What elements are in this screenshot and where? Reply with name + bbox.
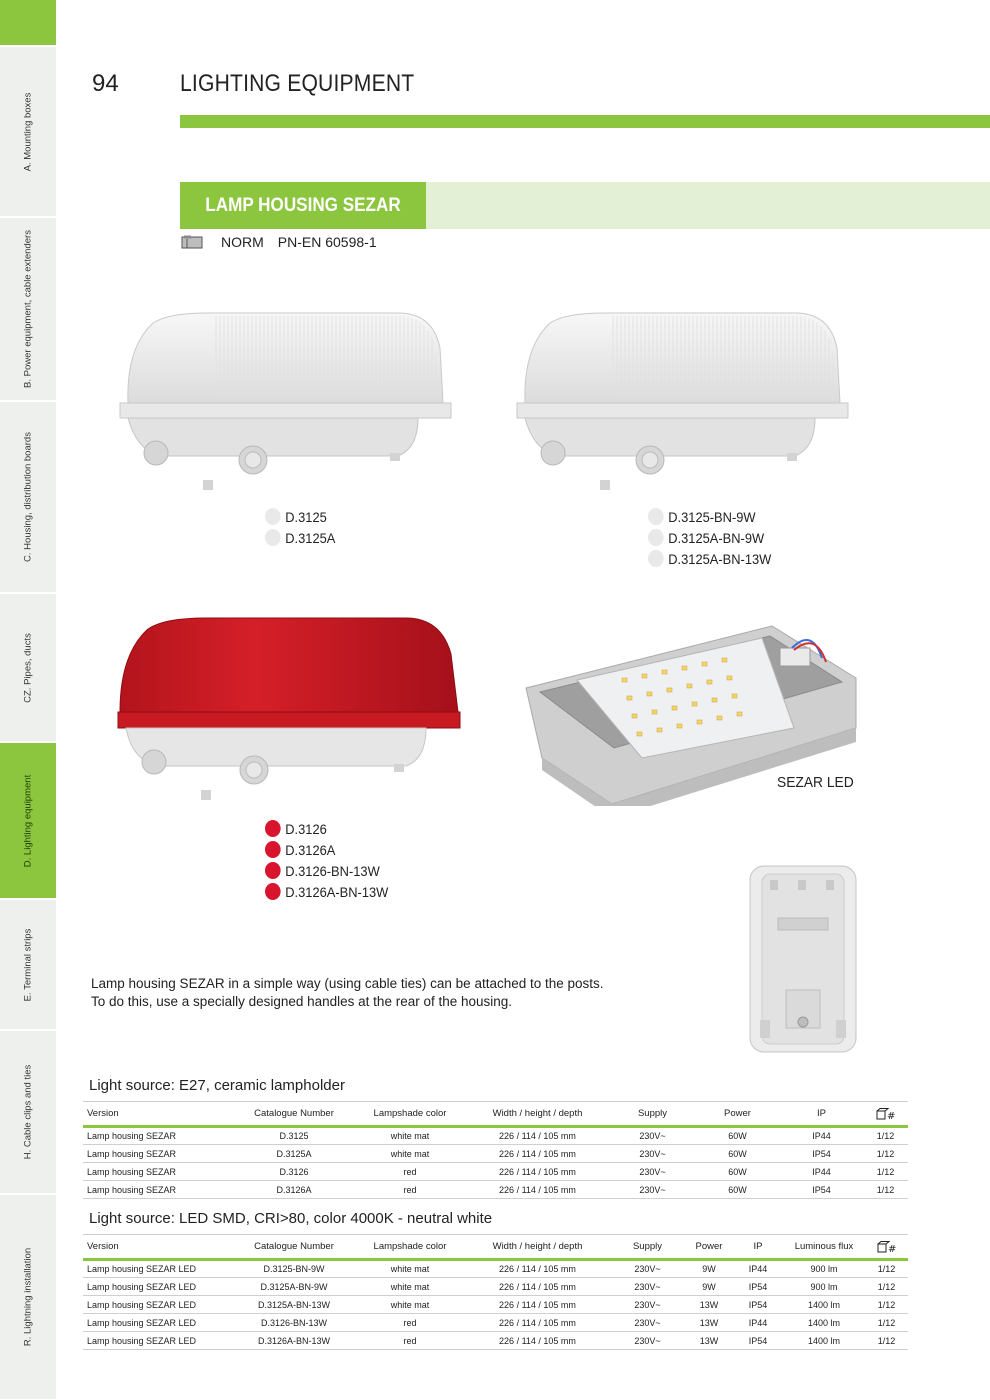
variant-code: D.3125A-BN-9W (668, 529, 765, 546)
variant-code: D.3125-BN-9W (668, 508, 756, 525)
cell-package: 1/12 (865, 1260, 908, 1278)
column-header (865, 1235, 908, 1260)
cell-lampshade-color: white mat (355, 1260, 465, 1278)
cell-ip: IP54 (780, 1145, 863, 1163)
list-item (265, 881, 388, 902)
red-color-dot (265, 820, 281, 837)
sidebar-tab-terminal-strips[interactable] (0, 900, 56, 1030)
table1-title: Light source: E27, ceramic lampholder (89, 1077, 345, 1094)
cell-ip: IP54 (733, 1296, 783, 1314)
cell-dimensions: 226 / 114 / 105 mm (465, 1296, 610, 1314)
table-row (83, 1181, 908, 1199)
cell-power: 13W (685, 1314, 733, 1332)
sidebar-tab-power-equipment[interactable] (0, 218, 56, 401)
column-header (863, 1102, 908, 1127)
cell-dimensions: 226 / 114 / 105 mm (465, 1127, 610, 1145)
cell-power: 60W (695, 1163, 780, 1181)
cell-dimensions: 226 / 114 / 105 mm (465, 1278, 610, 1296)
cell-version: Lamp housing SEZAR LED (83, 1260, 233, 1278)
cell-lampshade-color: red (355, 1314, 465, 1332)
cell-catalogue-number: D.3126A (233, 1181, 355, 1199)
cell-catalogue-number: D.3126 (233, 1163, 355, 1181)
red-color-dot (265, 862, 281, 879)
table-header-row (83, 1235, 908, 1260)
header-divider (180, 115, 990, 128)
cell-lampshade-color: white mat (355, 1278, 465, 1296)
column-header: Luminous flux (783, 1235, 865, 1260)
column-header: Version (83, 1235, 233, 1260)
list-item (265, 527, 335, 548)
cell-power: 13W (685, 1332, 733, 1350)
variant-code: D.3126-BN-13W (285, 862, 380, 879)
cell-dimensions: 226 / 114 / 105 mm (465, 1145, 610, 1163)
cell-lampshade-color: white mat (355, 1145, 465, 1163)
cell-version: Lamp housing SEZAR LED (83, 1278, 233, 1296)
cell-power: 13W (685, 1296, 733, 1314)
cell-package: 1/12 (863, 1145, 908, 1163)
red-variants (265, 818, 388, 902)
cell-package: 1/12 (865, 1296, 908, 1314)
variant-code: D.3125A (285, 529, 336, 546)
cell-supply: 230V~ (610, 1127, 695, 1145)
cell-power: 60W (695, 1127, 780, 1145)
variant-code: D.3126A-BN-13W (285, 883, 389, 900)
package-quantity-icon (877, 1241, 897, 1253)
cell-catalogue-number: D.3125A-BN-9W (233, 1278, 355, 1296)
book-icon (181, 235, 203, 249)
table2-title: Light source: LED SMD, CRI>80, color 4000K - neutral white (89, 1210, 493, 1227)
table-row (83, 1278, 908, 1296)
cell-lampshade-color: white mat (355, 1296, 465, 1314)
cell-supply: 230V~ (610, 1296, 685, 1314)
cell-luminous-flux: 1400 lm (783, 1332, 865, 1350)
list-item (648, 527, 771, 548)
list-item (265, 860, 388, 881)
sidebar-tab-lighting-equipment[interactable] (0, 743, 56, 899)
column-header: Power (695, 1102, 780, 1127)
list-item (265, 818, 388, 839)
cell-supply: 230V~ (610, 1260, 685, 1278)
cell-version: Lamp housing SEZAR (83, 1181, 233, 1199)
column-header: Catalogue Number (233, 1102, 355, 1127)
section-title: LAMP HOUSING SEZAR (205, 195, 401, 216)
cell-package: 1/12 (865, 1332, 908, 1350)
cell-ip: IP44 (780, 1127, 863, 1145)
cell-supply: 230V~ (610, 1163, 695, 1181)
product-description (91, 975, 691, 1011)
white-color-dot (648, 529, 664, 546)
list-item (265, 839, 388, 860)
svg-text:#: # (887, 1243, 896, 1253)
list-item (648, 506, 771, 527)
white-color-dot (265, 508, 281, 525)
cell-dimensions: 226 / 114 / 105 mm (465, 1314, 610, 1332)
section-banner (180, 182, 426, 229)
sidebar-top-marker (0, 0, 56, 46)
column-header: Supply (610, 1102, 695, 1127)
column-header: Supply (610, 1235, 685, 1260)
list-item (648, 548, 771, 569)
column-header: Catalogue Number (233, 1235, 355, 1260)
sidebar-tab-label: C. Housing, distribution boards (22, 432, 34, 562)
sidebar-tab-housing[interactable] (0, 402, 56, 593)
sidebar-tab-label: A. Mounting boxes (22, 92, 34, 171)
white-color-dot (648, 508, 664, 525)
cell-catalogue-number: D.3125-BN-9W (233, 1260, 355, 1278)
cell-ip: IP54 (733, 1332, 783, 1350)
column-header: Lampshade color (355, 1102, 465, 1127)
cell-package: 1/12 (863, 1127, 908, 1145)
cell-ip: IP54 (780, 1181, 863, 1199)
cell-version: Lamp housing SEZAR LED (83, 1314, 233, 1332)
white-color-dot (265, 529, 281, 546)
cell-ip: IP44 (780, 1163, 863, 1181)
sidebar-tab-label: D. Lighting equipment (22, 774, 34, 867)
table-row (83, 1332, 908, 1350)
white-led-variants (648, 506, 771, 569)
cell-supply: 230V~ (610, 1278, 685, 1296)
led-spec-table (83, 1234, 908, 1350)
cell-catalogue-number: D.3125A (233, 1145, 355, 1163)
sidebar-tab-label: CZ. Pipes, ducts (22, 632, 34, 703)
table-row (83, 1163, 908, 1181)
page-number: 94 (92, 70, 119, 97)
cell-dimensions: 226 / 114 / 105 mm (465, 1332, 610, 1350)
housing-rear-image (748, 860, 858, 1056)
cell-lampshade-color: red (355, 1181, 465, 1199)
sidebar-tab-pipes[interactable] (0, 594, 56, 742)
column-header: Lampshade color (355, 1235, 465, 1260)
description-line: To do this, use a specially designed handles at the rear of the housing. (91, 994, 513, 1009)
cell-lampshade-color: white mat (355, 1127, 465, 1145)
norm-label: NORM (221, 234, 264, 250)
white-lamp-housing-image (118, 308, 453, 498)
cell-version: Lamp housing SEZAR (83, 1145, 233, 1163)
cell-dimensions: 226 / 114 / 105 mm (465, 1260, 610, 1278)
cell-package: 1/12 (863, 1181, 908, 1199)
cell-supply: 230V~ (610, 1332, 685, 1350)
table-row (83, 1145, 908, 1163)
cell-luminous-flux: 1400 lm (783, 1314, 865, 1332)
cell-catalogue-number: D.3126-BN-13W (233, 1314, 355, 1332)
cell-ip: IP44 (733, 1314, 783, 1332)
cell-ip: IP44 (733, 1260, 783, 1278)
column-header: Version (83, 1102, 233, 1127)
sidebar-tab-cable-clips[interactable] (0, 1031, 56, 1194)
white-standard-variants (265, 506, 335, 548)
cell-luminous-flux: 900 lm (783, 1260, 865, 1278)
cell-version: Lamp housing SEZAR (83, 1163, 233, 1181)
table-row (83, 1314, 908, 1332)
cell-version: Lamp housing SEZAR LED (83, 1332, 233, 1350)
column-header: Power (685, 1235, 733, 1260)
cell-supply: 230V~ (610, 1181, 695, 1199)
description-line: Lamp housing SEZAR in a simple way (using cable ties) can be attached to the posts. (91, 976, 604, 991)
cell-catalogue-number: D.3125 (233, 1127, 355, 1145)
cell-package: 1/12 (865, 1278, 908, 1296)
cell-lampshade-color: red (355, 1332, 465, 1350)
sezar-led-label: SEZAR LED (777, 774, 854, 791)
sidebar-tab-label: H. Cable clips and ties (22, 1064, 34, 1160)
table-header-row (83, 1102, 908, 1127)
cell-package: 1/12 (863, 1163, 908, 1181)
table-row (83, 1127, 908, 1145)
cell-dimensions: 226 / 114 / 105 mm (465, 1181, 610, 1199)
cell-power: 9W (685, 1260, 733, 1278)
table-row (83, 1260, 908, 1278)
cell-version: Lamp housing SEZAR LED (83, 1296, 233, 1314)
chapter-sidebar (0, 0, 56, 1400)
white-led-lamp-housing-image (515, 308, 850, 498)
package-quantity-icon (876, 1108, 896, 1120)
cell-supply: 230V~ (610, 1314, 685, 1332)
column-header: IP (780, 1102, 863, 1127)
column-header: IP (733, 1235, 783, 1260)
variant-code: D.3125 (285, 508, 327, 525)
cell-version: Lamp housing SEZAR (83, 1127, 233, 1145)
variant-code: D.3125A-BN-13W (668, 550, 772, 567)
variant-code: D.3126 (285, 820, 327, 837)
page-title: LIGHTING EQUIPMENT (180, 70, 415, 97)
column-header: Width / height / depth (465, 1235, 610, 1260)
red-color-dot (265, 883, 281, 900)
sidebar-tab-mounting-boxes[interactable] (0, 47, 56, 217)
column-header: Width / height / depth (465, 1102, 610, 1127)
cell-catalogue-number: D.3126A-BN-13W (233, 1332, 355, 1350)
sidebar-tab-lightning[interactable] (0, 1195, 56, 1400)
red-lamp-housing-image (116, 614, 464, 806)
table-row (83, 1296, 908, 1314)
sidebar-tab-label: R. Lightning installation (22, 1247, 34, 1347)
cell-lampshade-color: red (355, 1163, 465, 1181)
norm-row (181, 232, 377, 252)
cell-luminous-flux: 900 lm (783, 1278, 865, 1296)
cell-ip: IP54 (733, 1278, 783, 1296)
cell-power: 9W (685, 1278, 733, 1296)
cell-luminous-flux: 1400 lm (783, 1296, 865, 1314)
e27-spec-table (83, 1101, 908, 1199)
norm-value: PN-EN 60598-1 (277, 234, 377, 250)
cell-catalogue-number: D.3125A-BN-13W (233, 1296, 355, 1314)
white-color-dot (648, 550, 664, 567)
sidebar-tab-label: E. Terminal strips (22, 928, 34, 1001)
cell-dimensions: 226 / 114 / 105 mm (465, 1163, 610, 1181)
cell-supply: 230V~ (610, 1145, 695, 1163)
cell-package: 1/12 (865, 1314, 908, 1332)
svg-text:#: # (886, 1110, 895, 1120)
cell-power: 60W (695, 1181, 780, 1199)
variant-code: D.3126A (285, 841, 336, 858)
red-color-dot (265, 841, 281, 858)
cell-power: 60W (695, 1145, 780, 1163)
list-item (265, 506, 335, 527)
sidebar-tab-label: B. Power equipment, cable extenders (22, 230, 34, 388)
